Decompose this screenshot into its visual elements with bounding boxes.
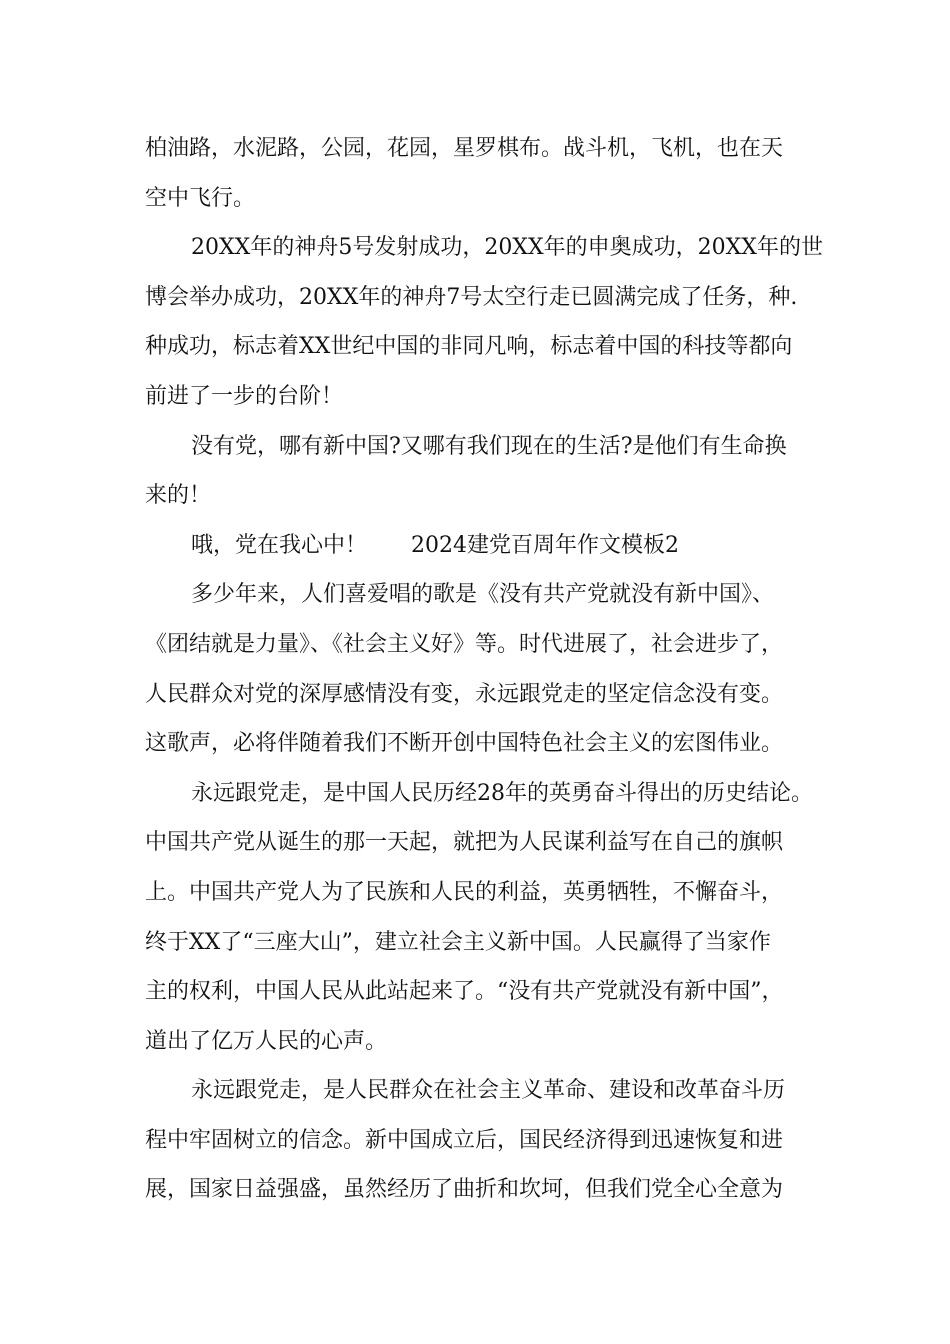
text-line: 柏油路，水泥路，公园，花园，星罗棋布。战斗机，飞机，也在天 bbox=[145, 136, 784, 161]
text-line: 种成功，标志着XX世纪中国的非同凡响，标志着中国的科技等都向 bbox=[145, 334, 793, 360]
text-line: 前进了一步的台阶！ bbox=[145, 383, 344, 409]
text-line: 来的！ bbox=[145, 483, 212, 509]
text-line: 终于XX了“三座大山”，建立社会主义新中国。人民赢得了当家作 bbox=[145, 929, 771, 955]
text-line: 展，国家日益强盛，虽然经历了曲折和坎坷，但我们党全心全意为 bbox=[145, 1177, 784, 1203]
text-line: 人民群众对党的深厚感情没有变，永远跟党走的坚定信念没有变。 bbox=[145, 681, 784, 707]
paragraph-start-line: 多少年来，人们喜爱唱的歌是《没有共产党就没有新中国》、 bbox=[191, 582, 775, 608]
text-line: 博会举办成功，20XX年的神舟7号太空行走已圆满完成了任务，种. bbox=[145, 284, 798, 310]
text-line: 程中牢固树立的信念。新中国成立后，国民经济得到迅速恢复和进 bbox=[145, 1127, 784, 1153]
paragraph-start-line: 20XX年的神舟5号发射成功，20XX年的申奥成功，20XX年的世 bbox=[191, 235, 823, 261]
text-line: 空中飞行。 bbox=[145, 185, 256, 211]
text-line: 《团结就是力量》、《社会主义好》等。时代进展了，社会进步了， bbox=[145, 631, 784, 657]
section-title: 2024建党百周年作文模板2 bbox=[411, 532, 680, 558]
paragraph-start-line: 永远跟党走，是人民群众在社会主义革命、建设和改革奋斗历 bbox=[191, 1078, 786, 1104]
text-line: 主的权利，中国人民从此站起来了。“没有共产党就没有新中国”， bbox=[145, 979, 784, 1005]
paragraph-start-line: 没有党，哪有新中国?又哪有我们现在的生活?是他们有生命换 bbox=[191, 433, 787, 459]
text-line: 这歌声，必将伴随着我们不断开创中国特色社会主义的宏图伟业。 bbox=[145, 731, 784, 757]
text-line: 中国共产党从诞生的那一天起，就把为人民谋利益写在自己的旗帜 bbox=[145, 830, 784, 856]
closing-and-title-line bbox=[145, 521, 835, 571]
paragraph-start-line: 永远跟党走，是中国人民历经28年的英勇奋斗得出的历史结论。 bbox=[191, 780, 813, 806]
document-body bbox=[145, 124, 835, 1215]
text-line: 道出了亿万人民的心声。 bbox=[145, 1028, 388, 1054]
closing-phrase: 哦，党在我心中！ bbox=[191, 532, 368, 558]
text-line: 上。中国共产党人为了民族和人民的利益，英勇牺牲，不懈奋斗， bbox=[145, 879, 784, 905]
